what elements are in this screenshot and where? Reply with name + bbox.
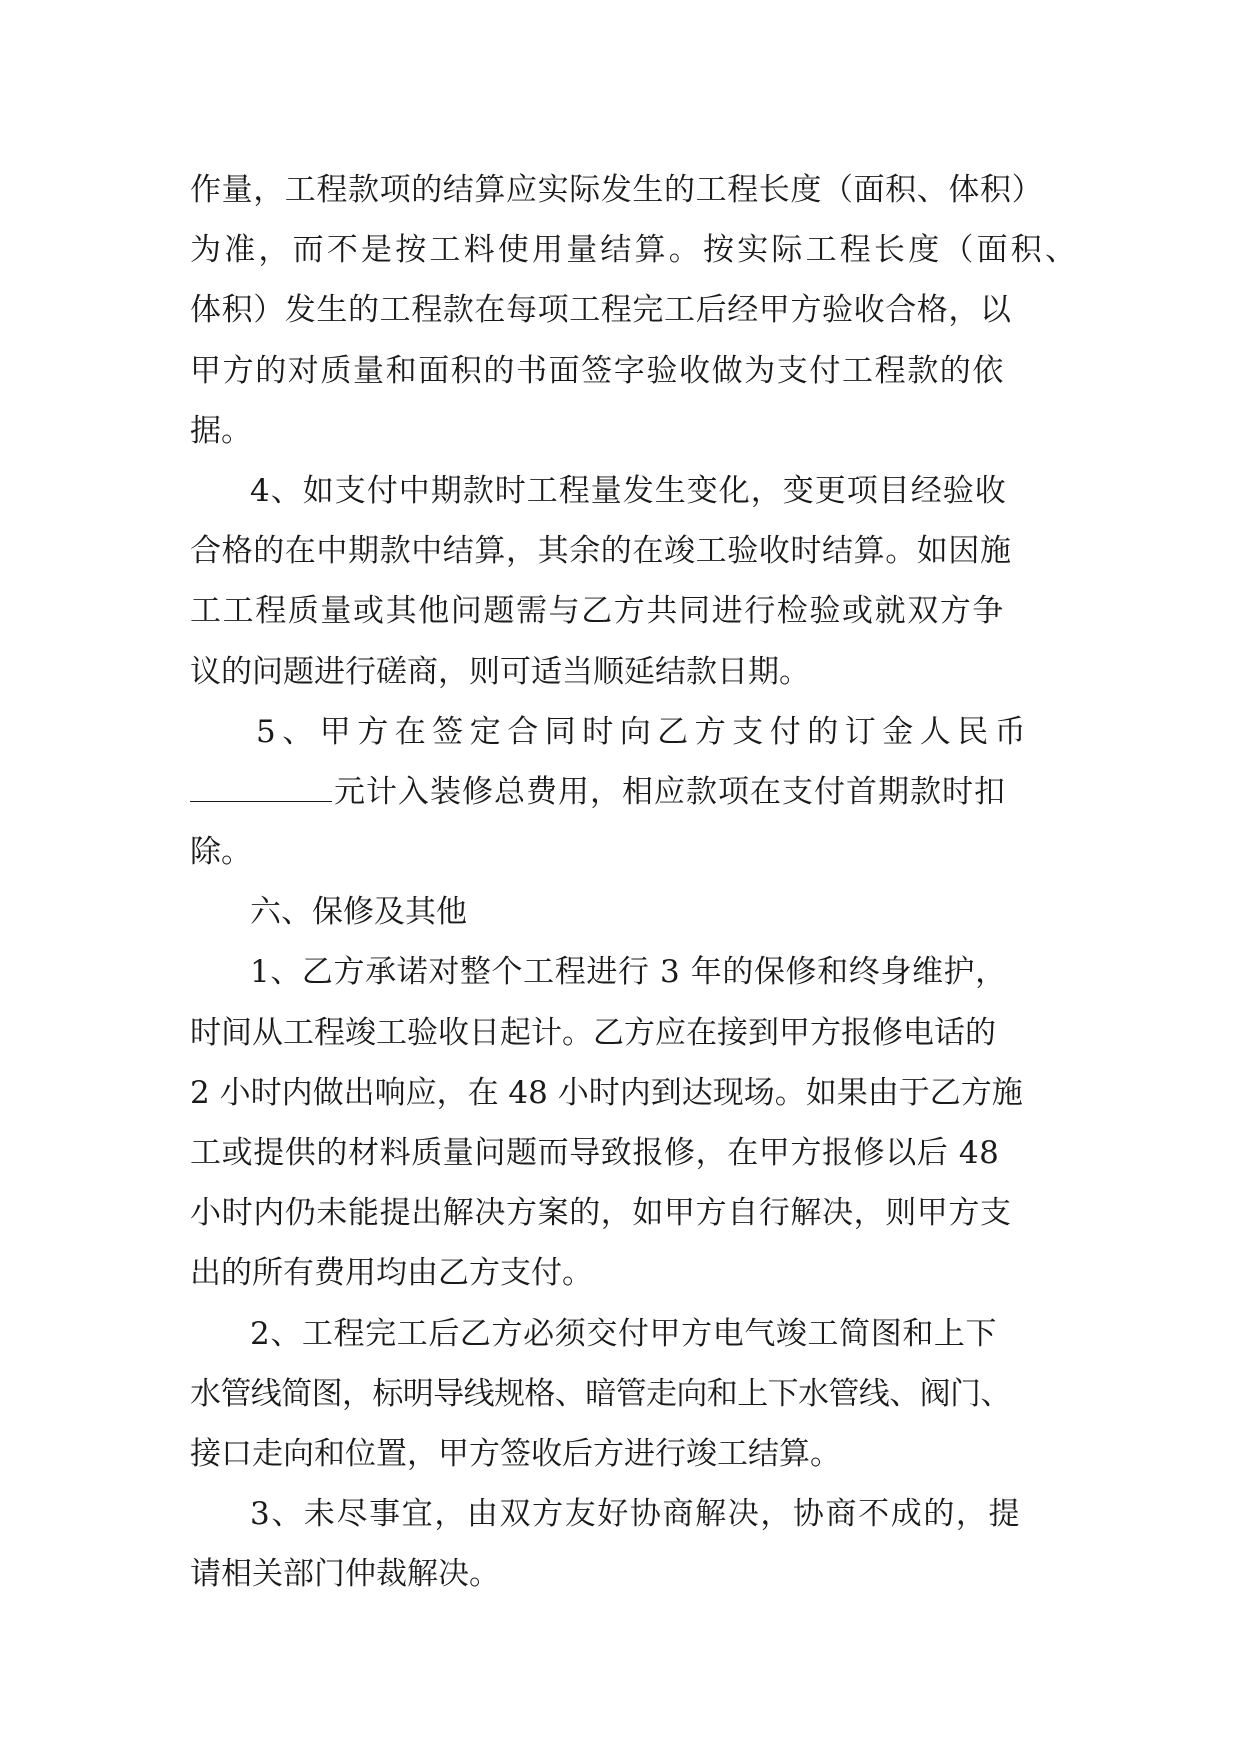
clause-6-3	[190, 1484, 1070, 1604]
text-line: 除。	[190, 834, 252, 871]
clause-6-2	[190, 1304, 1070, 1485]
paragraph-volume-settlement	[190, 160, 1080, 461]
clause-6-1	[190, 942, 1070, 1303]
text-line: 工或提供的材料质量问题而导致报修，在甲方报修以后 48	[190, 1135, 1000, 1171]
document-body	[190, 160, 1080, 1605]
text-line: 作量，工程款项的结算应实际发生的工程长度（面积、体积）	[190, 172, 1044, 208]
text-line: 请相关部门仲裁解决。	[190, 1556, 500, 1593]
text-line: 2、工程完工后乙方必须交付甲方电气竣工简图和上下	[250, 1315, 998, 1352]
text-line: 1、乙方承诺对整个工程进行 3 年的保修和终身维护，	[250, 954, 1007, 991]
text-segment: 元计入装修总费用，相应款项在支付首期款时扣	[334, 773, 1006, 810]
text-line: 出的所有费用均由乙方支付。	[190, 1255, 593, 1292]
text-line: 议的问题进行磋商，则可适当顺延结款日期。	[190, 653, 810, 690]
text-line: 甲方的对质量和面积的书面签字验收做为支付工程款的依	[190, 352, 1005, 389]
text-line: 时间从工程竣工验收日起计。乙方应在接到甲方报修电话的	[190, 1014, 996, 1051]
text-line: 3、未尽事宜，由双方友好协商解决，协商不成的，提	[250, 1496, 1022, 1533]
text-line: 水管线简图，标明导线规格、暗管走向和上下水管线、阀门、	[190, 1375, 1011, 1412]
text-line: 4、如支付中期款时工程量发生变化，变更项目经验收	[250, 472, 1007, 509]
text-line: 5、甲方在签定合同时向乙方支付的订金人民币	[256, 713, 1033, 750]
text-line: 2 小时内做出响应，在 48 小时内到达现场。如果由于乙方施	[190, 1074, 1023, 1111]
section-heading: 六、保修及其他	[250, 894, 467, 931]
clause-4	[190, 461, 1070, 702]
text-line: 据。	[190, 412, 252, 449]
text-line: 小时内仍未能提出解决方案的，如甲方自行解决，则甲方支	[190, 1195, 1012, 1232]
text-line: 接口走向和位置，甲方签收后方进行竣工结算。	[190, 1435, 841, 1472]
text-line: 工工程质量或其他问题需与乙方共同进行检验或就双方争	[190, 593, 1005, 630]
section-6-heading	[190, 882, 1070, 942]
text-line: 合格的在中期款中结算，其余的在竣工验收时结算。如因施	[190, 533, 1012, 570]
text-line: 体积）发生的工程款在每项工程完工后经甲方验收合格，以	[190, 292, 1012, 329]
text-line	[190, 762, 1070, 822]
clause-5	[190, 702, 1070, 883]
amount-blank-field	[190, 771, 332, 802]
text-line: 为准，而不是按工料使用量结算。按实际工程长度（面积、	[190, 232, 1080, 269]
